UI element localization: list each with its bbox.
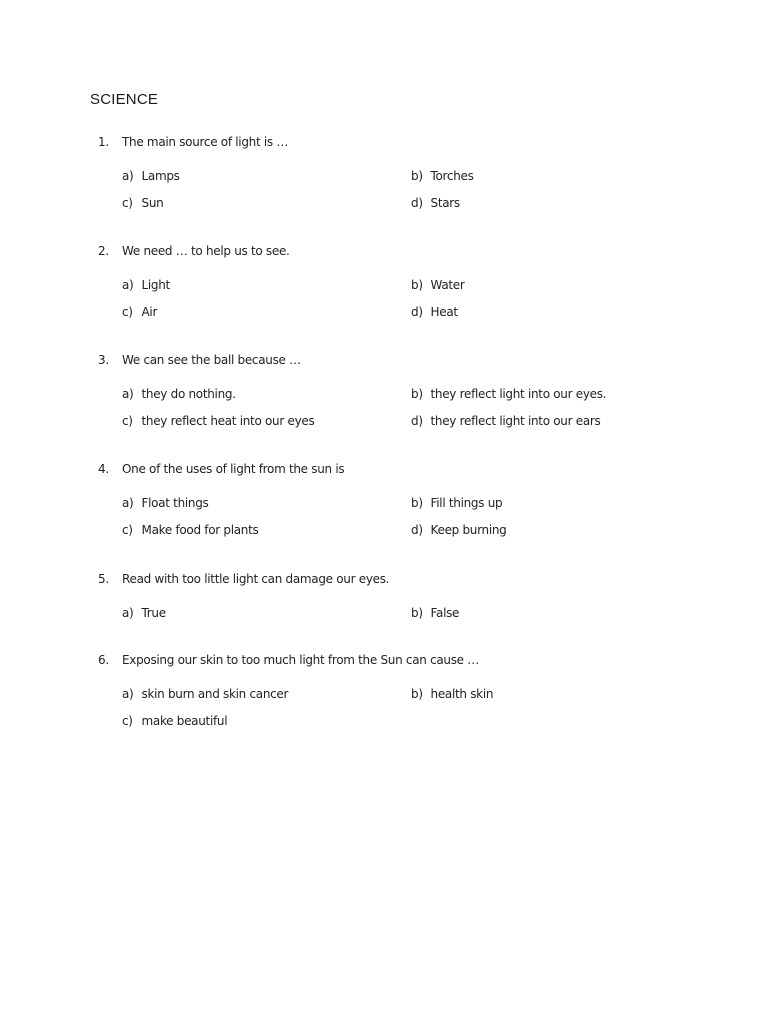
option-text: Fill things up	[430, 496, 503, 510]
option-letter: c)	[122, 523, 133, 537]
option-text: they reflect light into our ears	[430, 414, 601, 428]
option-letter: b)	[411, 278, 423, 292]
option-b	[411, 686, 493, 702]
question-text: Exposing our skin to too much light from the Sun can cause …	[122, 653, 479, 667]
option-letter: a)	[122, 278, 134, 292]
option-letter: d)	[411, 414, 423, 428]
option-d	[411, 413, 600, 429]
option-text: skin burn and skin cancer	[141, 687, 289, 701]
option-text: they reflect light into our eyes.	[430, 387, 607, 401]
option-text: True	[141, 606, 166, 620]
option-b	[411, 168, 474, 184]
option-text: Heat	[430, 305, 458, 319]
option-c	[122, 304, 157, 320]
question-text: We can see the ball because …	[122, 353, 301, 367]
option-b	[411, 277, 465, 293]
question-text: The main source of light is …	[122, 135, 289, 149]
option-letter: c)	[122, 414, 133, 428]
option-text: False	[430, 606, 460, 620]
option-c	[122, 195, 163, 211]
option-letter: a)	[122, 496, 134, 510]
option-b	[411, 386, 606, 402]
option-letter: c)	[122, 714, 133, 728]
option-text: Lamps	[141, 169, 180, 183]
question-text: We need … to help us to see.	[122, 244, 290, 258]
option-a	[122, 277, 170, 293]
question-text: Read with too little light can damage our eyes.	[122, 572, 390, 586]
option-text: Float things	[141, 496, 209, 510]
option-letter: c)	[122, 196, 133, 210]
question-text: One of the uses of light from the sun is	[122, 462, 345, 476]
option-a	[122, 605, 166, 621]
option-letter: b)	[411, 387, 423, 401]
option-b	[411, 605, 459, 621]
question-number: 6.	[98, 653, 109, 667]
option-text: Sun	[141, 196, 164, 210]
option-a	[122, 495, 209, 511]
option-c	[122, 522, 258, 538]
option-letter: a)	[122, 169, 134, 183]
option-text: Light	[141, 278, 170, 292]
option-letter: a)	[122, 387, 134, 401]
option-text: Air	[141, 305, 158, 319]
option-a	[122, 386, 236, 402]
question-number: 1.	[98, 135, 109, 149]
option-text: Water	[430, 278, 465, 292]
question-number: 3.	[98, 353, 109, 367]
option-letter: a)	[122, 606, 134, 620]
option-letter: d)	[411, 196, 423, 210]
option-letter: d)	[411, 523, 423, 537]
option-a	[122, 686, 288, 702]
option-text: Torches	[430, 169, 474, 183]
option-text: Stars	[430, 196, 460, 210]
option-text: Keep burning	[430, 523, 507, 537]
option-letter: c)	[122, 305, 133, 319]
option-letter: b)	[411, 169, 423, 183]
option-c	[122, 713, 227, 729]
option-letter: a)	[122, 687, 134, 701]
option-letter: b)	[411, 687, 423, 701]
option-d	[411, 304, 458, 320]
option-c	[122, 413, 314, 429]
option-d	[411, 195, 460, 211]
option-d	[411, 522, 507, 538]
option-letter: b)	[411, 496, 423, 510]
question-number: 5.	[98, 572, 109, 586]
option-text: make beautiful	[141, 714, 228, 728]
page-title: SCIENCE	[90, 91, 159, 108]
option-letter: d)	[411, 305, 423, 319]
question-number: 2.	[98, 244, 109, 258]
option-text: Make food for plants	[141, 523, 259, 537]
option-b	[411, 495, 502, 511]
option-text: they do nothing.	[141, 387, 236, 401]
option-letter: b)	[411, 606, 423, 620]
option-text: they reflect heat into our eyes	[141, 414, 315, 428]
question-number: 4.	[98, 462, 109, 476]
option-text: health skin	[430, 687, 494, 701]
option-a	[122, 168, 180, 184]
